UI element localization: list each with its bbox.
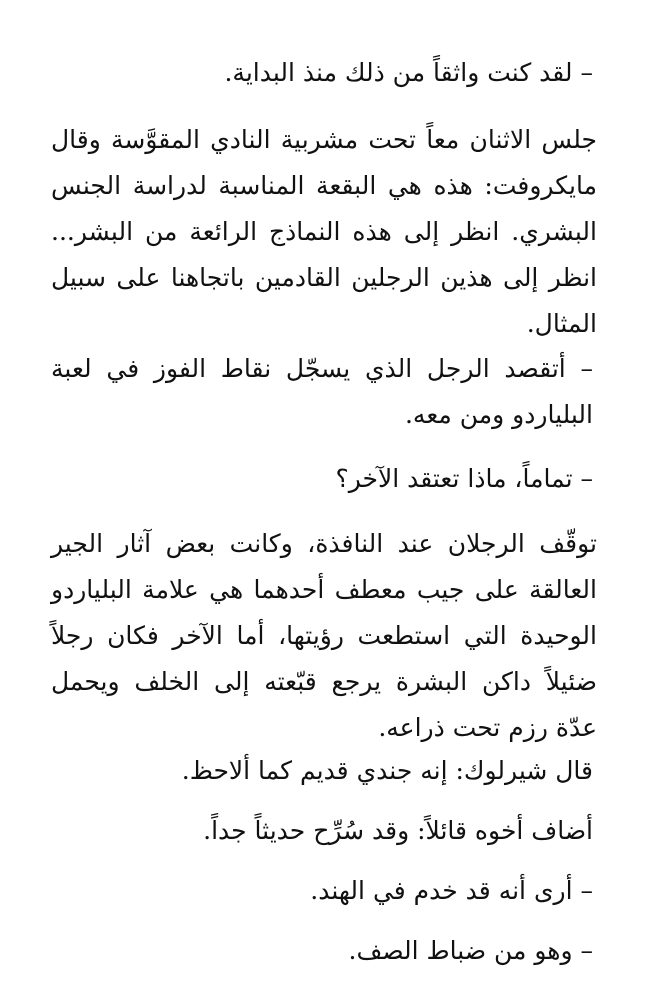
dialogue-line: – تماماً، ماذا تعتقد الآخر؟	[335, 464, 593, 493]
dialogue-line: – أرى أنه قد خدم في الهند.	[310, 876, 593, 905]
narration-paragraph: جلس الاثنان معاً تحت مشربية النادي المقوَّسة وقال مايكروفت: هذه هي البقعة المناسبة لدراسة الجنس البشري. انظر إلى هذه النماذج الرائعة من البشر... انظر إلى هذين الرجلين القادمين باتجاهنا على سبيل المثال.	[51, 125, 597, 338]
dialogue-line: أضاف أخوه قائلاً: وقد سُرِّح حديثاً جداً.	[203, 816, 593, 845]
dialogue-line: قال شيرلوك: إنه جندي قديم كما ألاحظ.	[181, 756, 593, 785]
dialogue-line: – وهو من ضباط الصف.	[348, 936, 593, 965]
dialogue-line: – لقد كنت واثقاً من ذلك منذ البداية.	[224, 58, 593, 87]
dialogue-line: – أتقصد الرجل الذي يسجّل نقاط الفوز في لعبة البلياردو ومن معه.	[51, 354, 593, 429]
narration-paragraph: توقّف الرجلان عند النافذة، وكانت بعض آثار الجير العالقة على جيب معطف أحدهما هي علامة البلياردو الوحيدة التي استطعت رؤيتها، أما الآخر فكان رجلاً ضئيلاً داكن البشرة يرجع قبّعته إلى الخلف ويحمل عدّة رزم تحت ذراعه.	[51, 529, 597, 742]
